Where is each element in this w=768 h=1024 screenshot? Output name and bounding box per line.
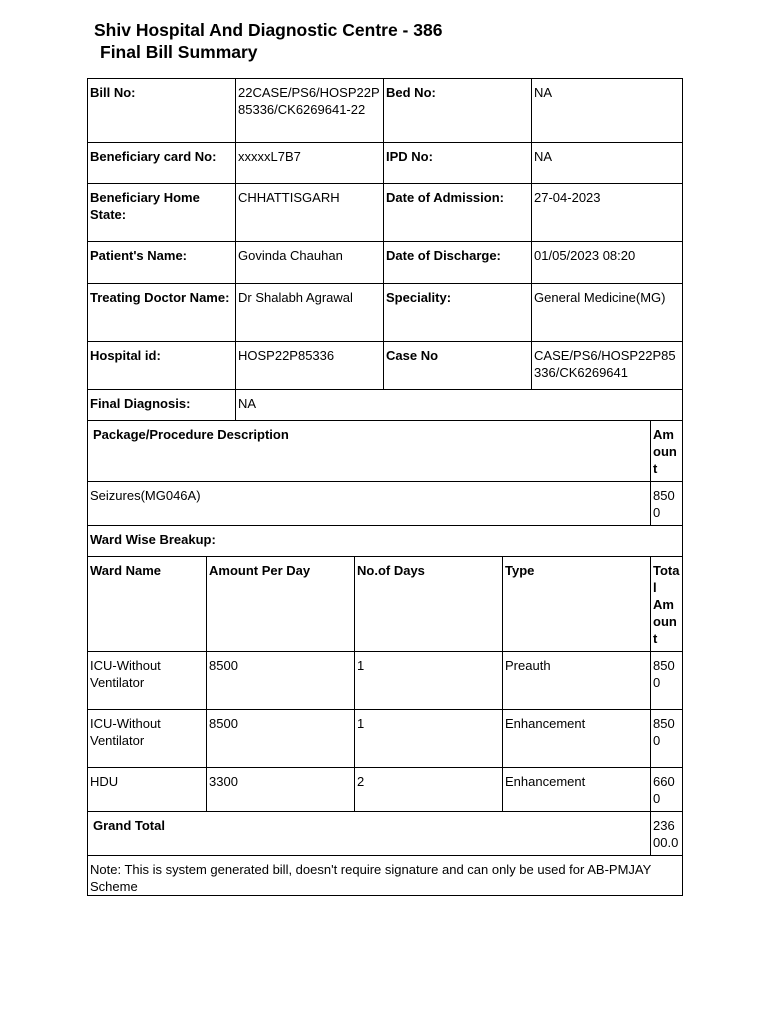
days-header: No.of Days: [355, 557, 503, 652]
amount-per-day-header: Amount Per Day: [207, 557, 355, 652]
ward-section-row: [88, 526, 683, 557]
beneficiary-card-value: xxxxxL7B7: [236, 143, 384, 184]
grand-total-value: 23600.0: [651, 812, 683, 856]
bed-no-label: Bed No:: [384, 79, 532, 143]
total-amount-cell: 8500: [651, 652, 683, 710]
diagnosis-label: Final Diagnosis:: [88, 390, 236, 421]
amount-per-day-cell: 8500: [207, 710, 355, 768]
table-row: [88, 652, 683, 710]
bed-no-value: NA: [532, 79, 683, 143]
ipd-no-value: NA: [532, 143, 683, 184]
home-state-row: [88, 184, 683, 242]
system-note: Note: This is system generated bill, doesn't require signature and can only be used for AB-PMJAY Scheme: [88, 856, 683, 896]
ward-name-cell: HDU: [88, 768, 207, 812]
type-cell: Enhancement: [503, 710, 651, 768]
bill-no-value: 22CASE/PS6/HOSP22P85336/CK6269641-22: [236, 79, 384, 143]
package-row: [88, 482, 683, 526]
amount-per-day-cell: 3300: [207, 768, 355, 812]
grand-total-row: [88, 812, 683, 856]
ipd-no-label: IPD No:: [384, 143, 532, 184]
admission-date-value: 27-04-2023: [532, 184, 683, 242]
package-description-header: Package/Procedure Description: [88, 421, 651, 482]
beneficiary-card-row: [88, 143, 683, 184]
bill-no-label: Bill No:: [88, 79, 236, 143]
bill-summary-title: Final Bill Summary: [100, 42, 258, 62]
package-amount: 8500: [651, 482, 683, 526]
diagnosis-value: NA: [236, 390, 683, 421]
beneficiary-card-label: Beneficiary card No:: [88, 143, 236, 184]
total-amount-header: Total Amount: [651, 557, 683, 652]
type-cell: Enhancement: [503, 768, 651, 812]
diagnosis-row: [88, 390, 683, 421]
grand-total-label: Grand Total: [88, 812, 651, 856]
speciality-value: General Medicine(MG): [532, 284, 683, 342]
table-row: [88, 768, 683, 812]
days-cell: 1: [355, 652, 503, 710]
doctor-row: [88, 284, 683, 342]
home-state-value: CHHATTISGARH: [236, 184, 384, 242]
home-state-label: Beneficiary Home State:: [88, 184, 236, 242]
discharge-date-value: 01/05/2023 08:20: [532, 242, 683, 284]
bill-table: [87, 78, 683, 896]
speciality-label: Speciality:: [384, 284, 532, 342]
admission-date-label: Date of Admission:: [384, 184, 532, 242]
bill-no-row: [88, 79, 683, 143]
amount-per-day-cell: 8500: [207, 652, 355, 710]
package-amount-header: Amount: [651, 421, 683, 482]
hospital-id-row: [88, 342, 683, 390]
total-amount-cell: 8500: [651, 710, 683, 768]
type-header: Type: [503, 557, 651, 652]
days-cell: 2: [355, 768, 503, 812]
doctor-label: Treating Doctor Name:: [88, 284, 236, 342]
table-row: [88, 710, 683, 768]
patient-name-row: [88, 242, 683, 284]
case-no-value: CASE/PS6/HOSP22P85336/CK6269641: [532, 342, 683, 390]
ward-name-header: Ward Name: [88, 557, 207, 652]
patient-name-label: Patient's Name:: [88, 242, 236, 284]
doctor-value: Dr Shalabh Agrawal: [236, 284, 384, 342]
hospital-id-label: Hospital id:: [88, 342, 236, 390]
ward-breakup-label: Ward Wise Breakup:: [88, 526, 683, 557]
type-cell: Preauth: [503, 652, 651, 710]
hospital-title: Shiv Hospital And Diagnostic Centre - 386: [94, 20, 443, 40]
patient-name-value: Govinda Chauhan: [236, 242, 384, 284]
package-description: Seizures(MG046A): [88, 482, 651, 526]
ward-name-cell: ICU-Without Ventilator: [88, 710, 207, 768]
ward-name-cell: ICU-Without Ventilator: [88, 652, 207, 710]
ward-header-row: [88, 557, 683, 652]
total-amount-cell: 6600: [651, 768, 683, 812]
case-no-label: Case No: [384, 342, 532, 390]
discharge-date-label: Date of Discharge:: [384, 242, 532, 284]
note-row: [88, 856, 683, 896]
hospital-id-value: HOSP22P85336: [236, 342, 384, 390]
days-cell: 1: [355, 710, 503, 768]
package-header-row: [88, 421, 683, 482]
